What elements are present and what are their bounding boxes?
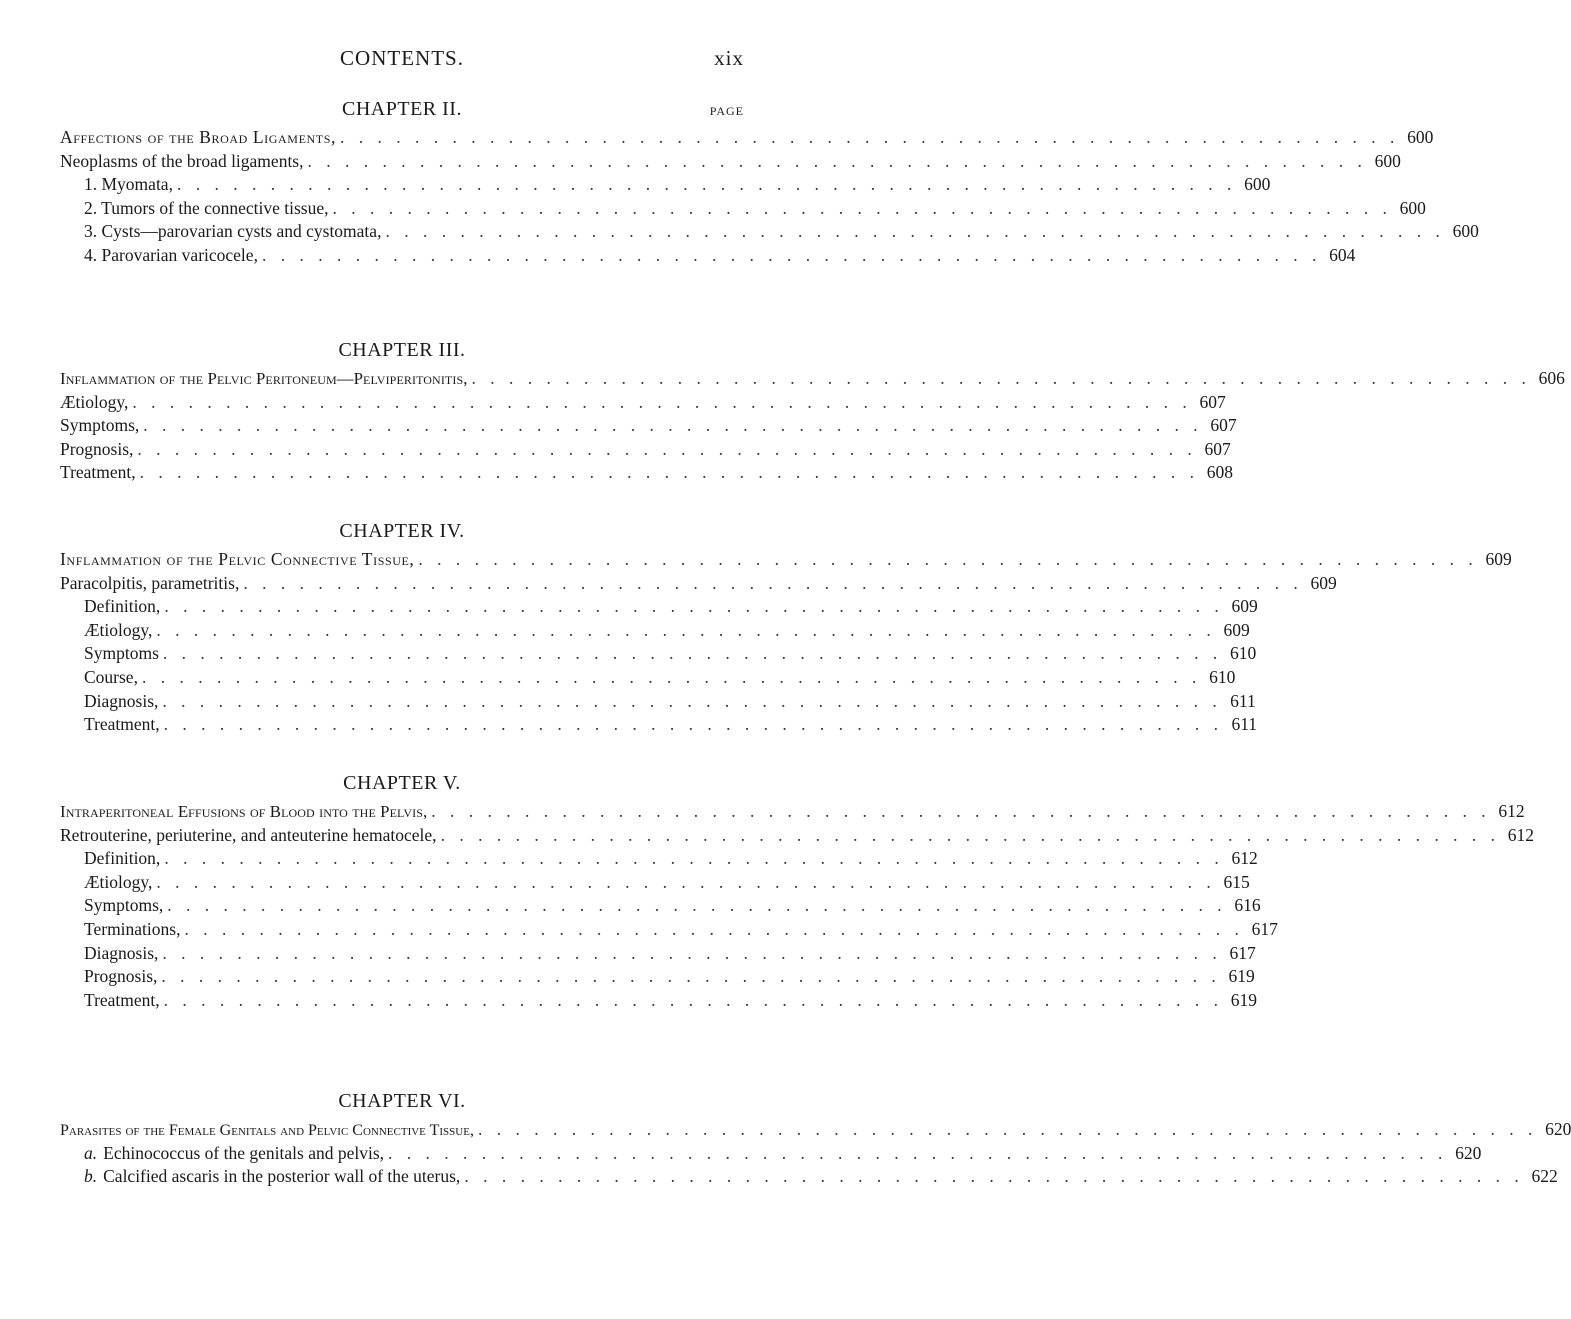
entry-page: 609 [1223,619,1250,640]
entry-title: Treatment, [84,714,160,735]
toc-entry [60,942,1256,966]
entry-page: 607 [1199,391,1226,412]
entry-page: 616 [1234,895,1261,916]
toc-entry [60,894,1261,918]
entry-title: Parasites of the Female Genitals and Pelvic Connective Tissue, [60,1122,474,1139]
leader-dots: . . . . . . . . . . . . . . . . . . . . . . . . . . . . . . . . . . . . . . . . . . . . . . . . . . . . . . . . . [162,942,1222,963]
chapter-2 [60,98,1479,268]
entry-page: 610 [1230,643,1257,664]
entry-page: 617 [1251,918,1278,939]
chapter-heading [60,98,744,126]
entry-page: 615 [1223,871,1250,892]
entry-title: Ætiology, [84,619,153,640]
leader-dots: . . . . . . . . . . . . . . . . . . . . . . . . . . . . . . . . . . . . . . . . . . . . . . . . . . . . . . . . . [471,368,1531,388]
entry-page: 604 [1329,244,1356,265]
leader-dots: . . . . . . . . . . . . . . . . . . . . . . . . . . . . . . . . . . . . . . . . . . . . . . . . . . . . . . . . . [164,596,1224,617]
entry-page: 600 [1374,150,1401,171]
leader-dots: . . . . . . . . . . . . . . . . . . . . . . . . . . . . . . . . . . . . . . . . . . . . . . . . . . . . . . . . . [143,415,1203,436]
toc-entry [60,126,1434,150]
leader-dots: . . . . . . . . . . . . . . . . . . . . . . . . . . . . . . . . . . . . . . . . . . . . . . . . . . . . . . . . . [339,127,1400,147]
entry-page: 612 [1507,824,1534,845]
entry-title: Symptoms [84,643,159,664]
entry-title: Definition, [84,848,161,869]
toc-entry [60,150,1401,174]
leader-dots: . . . . . . . . . . . . . . . . . . . . . . . . . . . . . . . . . . . . . . . . . . . . . . . . . . . . . . . . . [477,1119,1538,1139]
toc-entry [60,414,1237,438]
entry-page: 600 [1399,197,1426,218]
entry-page: 608 [1206,462,1234,483]
entry-title: Prognosis, [84,966,158,987]
entry-page: 620 [1455,1142,1482,1163]
toc-entry [60,1165,1558,1189]
entry-title: Diagnosis, [84,942,159,963]
chapter-4 [60,520,1512,737]
page-column-label: PAGE [709,104,744,118]
leader-dots: . . . . . . . . . . . . . . . . . . . . . . . . . . . . . . . . . . . . . . . . . . . . . . . . . . . . . . . . . [184,918,1244,939]
entry-title: Echinococcus of the genitals and pelvis, [103,1142,385,1163]
toc-entry [60,800,1525,824]
entry-page: 606 [1538,368,1565,388]
leader-dots: . . . . . . . . . . . . . . . . . . . . . . . . . . . . . . . . . . . . . . . . . . . . . . . . . . . . . . . . . [139,462,1200,483]
entry-title: Calcified ascaris in the posterior wall of the uterus, [103,1166,461,1187]
entry-title: Definition, [84,596,161,617]
entry-page: 617 [1229,942,1256,963]
entry-title: Terminations, [84,918,181,939]
chapter-title: CHAPTER V. [343,772,461,794]
entry-page: 620 [1545,1119,1571,1139]
toc-entry [60,1118,1571,1142]
toc-entry [60,367,1565,391]
chapter-title: CHAPTER II. [342,98,462,120]
entry-title: 3. Cysts—parovarian cysts and cystomata, [84,221,382,242]
chapter-6 [60,1090,1571,1189]
entry-page: 619 [1230,989,1258,1010]
toc-entry [60,572,1337,596]
leader-dots: . . . . . . . . . . . . . . . . . . . . . . . . . . . . . . . . . . . . . . . . . . . . . . . . . . . . . . . . . [141,666,1202,687]
entry-title: 2. Tumors of the connective tissue, [84,197,329,218]
leader-dots: . . . . . . . . . . . . . . . . . . . . . . . . . . . . . . . . . . . . . . . . . . . . . . . . . . . . . . . . . [388,1142,1448,1163]
leader-dots: . . . . . . . . . . . . . . . . . . . . . . . . . . . . . . . . . . . . . . . . . . . . . . . . . . . . . . . . . [385,221,1445,242]
entry-title: Course, [84,666,138,687]
leader-dots: . . . . . . . . . . . . . . . . . . . . . . . . . . . . . . . . . . . . . . . . . . . . . . . . . . . . . . . . . [162,690,1222,711]
leader-dots: . . . . . . . . . . . . . . . . . . . . . . . . . . . . . . . . . . . . . . . . . . . . . . . . . . . . . . . . . [137,438,1197,459]
leader-dots: . . . . . . . . . . . . . . . . . . . . . . . . . . . . . . . . . . . . . . . . . . . . . . . . . . . . . . . . . [162,643,1223,664]
entry-page: 600 [1452,221,1479,242]
chapter-heading [60,339,744,367]
leader-dots: . . . . . . . . . . . . . . . . . . . . . . . . . . . . . . . . . . . . . . . . . . . . . . . . . . . . . . . . . [440,824,1500,845]
entry-page: 600 [1244,174,1271,195]
toc-entry [60,619,1250,643]
entry-marker: a. [84,1142,98,1163]
entry-title: Treatment, [84,989,160,1010]
toc-entry [60,824,1534,848]
entry-title: Intraperitoneal Effusions of Blood into the Pelvis, [60,802,428,821]
leader-dots: . . . . . . . . . . . . . . . . . . . . . . . . . . . . . . . . . . . . . . . . . . . . . . . . . . . . . . . . . [164,848,1224,869]
leader-dots: . . . . . . . . . . . . . . . . . . . . . . . . . . . . . . . . . . . . . . . . . . . . . . . . . . . . . . . . . [163,989,1224,1010]
entry-page: 600 [1407,127,1434,147]
toc-entry [60,713,1258,737]
toc-entry [60,461,1234,485]
entry-page: 609 [1310,572,1337,593]
toc-entry [60,690,1256,714]
toc-entry [60,173,1271,197]
entry-page: 611 [1231,714,1258,735]
toc-entry [60,391,1226,415]
entry-title: 1. Myomata, [84,174,173,195]
toc-entry [60,1142,1482,1166]
leader-dots: . . . . . . . . . . . . . . . . . . . . . . . . . . . . . . . . . . . . . . . . . . . . . . . . . . . . . . . . . [176,174,1237,195]
entry-title: Symptoms, [60,415,140,436]
entry-title: Prognosis, [60,438,134,459]
chapter-heading [60,520,744,548]
leader-dots: . . . . . . . . . . . . . . . . . . . . . . . . . . . . . . . . . . . . . . . . . . . . . . . . . . . . . . . . . [332,197,1392,218]
entry-title: Symptoms, [84,895,164,916]
entry-page: 612 [1498,801,1525,821]
entry-page: 610 [1209,666,1236,687]
entry-title: Neoplasms of the broad ligaments, [60,150,304,171]
chapter-title: CHAPTER IV. [339,520,465,542]
toc-entry [60,220,1479,244]
entry-title: Ætiology, [60,391,129,412]
toc-entry [60,918,1278,942]
toc-entry [60,244,1356,268]
toc-entry [60,548,1512,572]
running-head [60,44,744,74]
chapter-heading [60,1090,744,1118]
entry-marker: b. [84,1166,98,1187]
entry-page: 612 [1231,848,1258,869]
entry-page: 607 [1210,415,1237,436]
leader-dots: . . . . . . . . . . . . . . . . . . . . . . . . . . . . . . . . . . . . . . . . . . . . . . . . . . . . . . . . . [243,572,1303,593]
leader-dots: . . . . . . . . . . . . . . . . . . . . . . . . . . . . . . . . . . . . . . . . . . . . . . . . . . . . . . . . . [431,801,1491,821]
toc-entry [60,965,1255,989]
entry-title: 4. Parovarian varicocele, [84,244,258,265]
entry-title: Treatment, [60,462,136,483]
entry-title: Affections of the Broad Ligaments, [60,127,336,147]
chapter-title: CHAPTER III. [338,339,466,361]
entry-title: Paracolpitis, parametritis, [60,572,240,593]
entry-title: Diagnosis, [84,690,159,711]
leader-dots: . . . . . . . . . . . . . . . . . . . . . . . . . . . . . . . . . . . . . . . . . . . . . . . . . . . . . . . . . [132,391,1192,412]
toc-entry [60,847,1258,871]
toc-entry [60,438,1231,462]
chapter-title: CHAPTER VI. [338,1090,466,1112]
toc-entry [60,666,1236,690]
entry-title: Retrouterine, periuterine, and anteuterine hematocele, [60,824,437,845]
leader-dots: . . . . . . . . . . . . . . . . . . . . . . . . . . . . . . . . . . . . . . . . . . . . . . . . . . . . . . . . . [167,895,1227,916]
entry-page: 609 [1485,549,1512,569]
leader-dots: . . . . . . . . . . . . . . . . . . . . . . . . . . . . . . . . . . . . . . . . . . . . . . . . . . . . . . . . . [156,619,1216,640]
leader-dots: . . . . . . . . . . . . . . . . . . . . . . . . . . . . . . . . . . . . . . . . . . . . . . . . . . . . . . . . . [464,1166,1524,1187]
entry-title: Ætiology, [84,871,153,892]
leader-dots: . . . . . . . . . . . . . . . . . . . . . . . . . . . . . . . . . . . . . . . . . . . . . . . . . . . . . . . . . [261,244,1322,265]
entry-page: 611 [1230,690,1256,711]
toc-entry [60,197,1426,221]
leader-dots: . . . . . . . . . . . . . . . . . . . . . . . . . . . . . . . . . . . . . . . . . . . . . . . . . . . . . . . . . [307,150,1367,171]
entry-page: 619 [1228,966,1255,987]
leader-dots: . . . . . . . . . . . . . . . . . . . . . . . . . . . . . . . . . . . . . . . . . . . . . . . . . . . . . . . . . [156,871,1216,892]
toc-entry [60,989,1258,1013]
leader-dots: . . . . . . . . . . . . . . . . . . . . . . . . . . . . . . . . . . . . . . . . . . . . . . . . . . . . . . . . . [163,714,1224,735]
leader-dots: . . . . . . . . . . . . . . . . . . . . . . . . . . . . . . . . . . . . . . . . . . . . . . . . . . . . . . . . . [418,549,1478,569]
toc-entry [60,595,1258,619]
chapter-3 [60,339,1565,485]
running-head-title: CONTENTS. [340,46,464,70]
entry-title: Inflammation of the Pelvic Connective Tissue, [60,549,415,569]
toc-entry [60,642,1257,666]
running-head-page-number: xix [714,46,744,70]
entry-title: Inflammation of the Pelvic Peritoneum—Pelviperitonitis, [60,369,468,388]
toc-entry [60,871,1250,895]
chapter-heading [60,772,744,800]
chapter-5 [60,772,1534,1012]
entry-page: 622 [1531,1166,1558,1187]
leader-dots: . . . . . . . . . . . . . . . . . . . . . . . . . . . . . . . . . . . . . . . . . . . . . . . . . . . . . . . . . [161,966,1221,987]
entry-page: 607 [1204,438,1231,459]
entry-page: 609 [1231,596,1258,617]
